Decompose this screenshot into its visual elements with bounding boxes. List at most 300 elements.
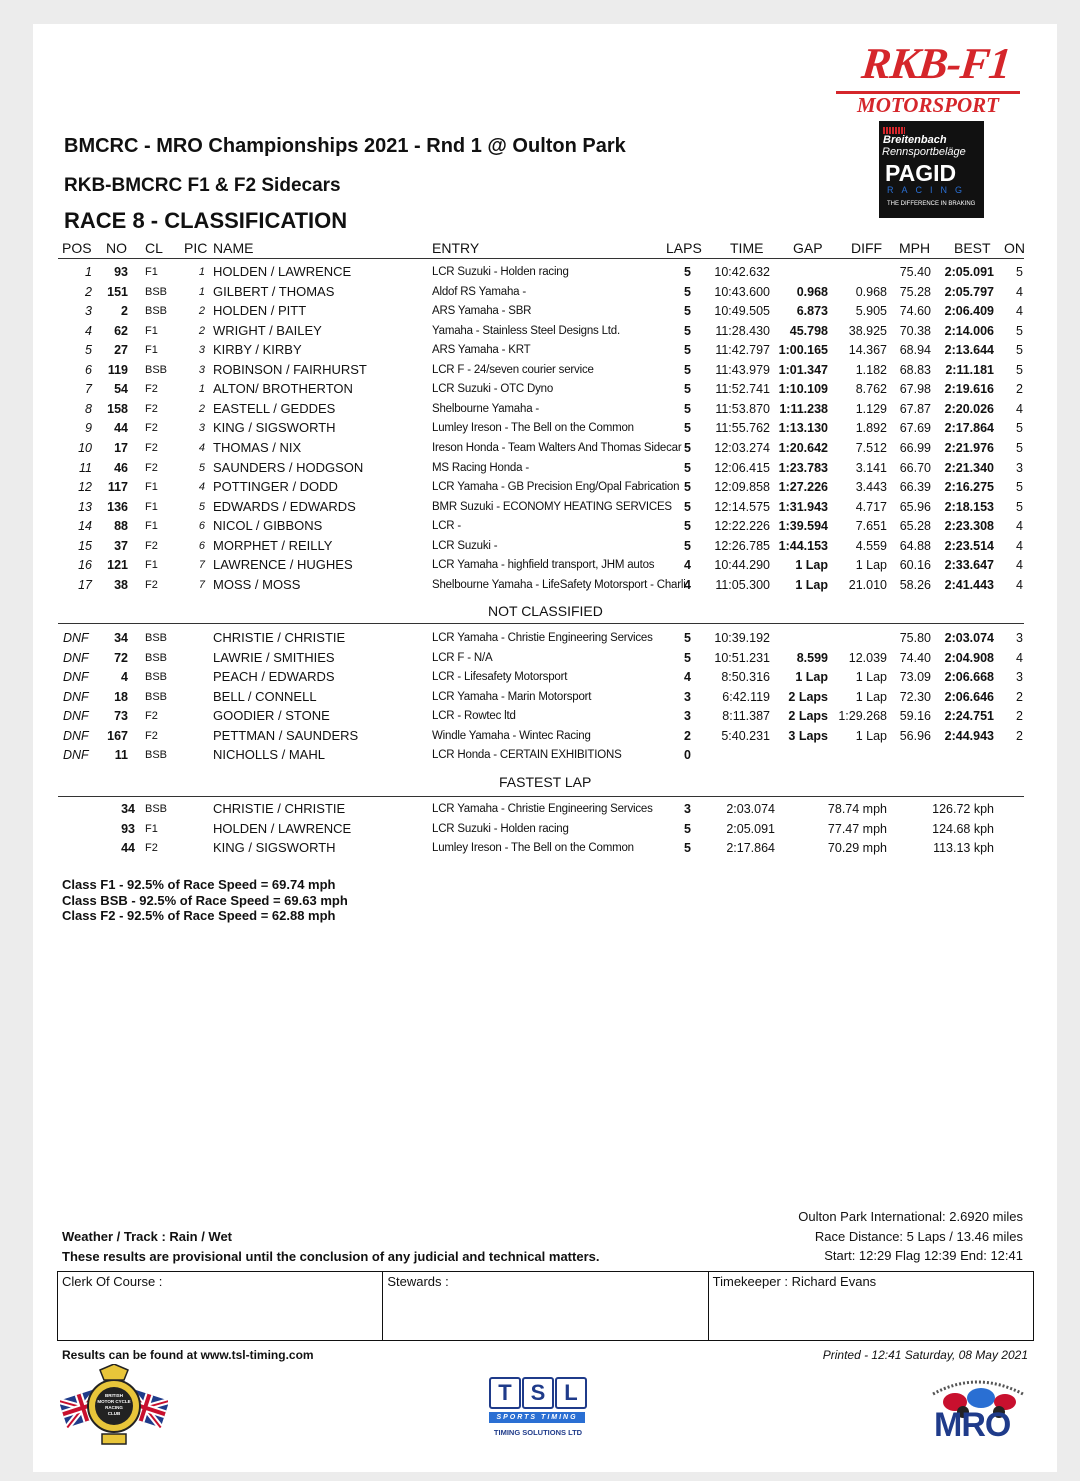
class-cell: F2 [145,578,158,591]
entry-cell: Aldof RS Yamaha - [432,285,526,298]
pos-cell: 13 [78,499,92,514]
pos-cell: 7 [85,382,92,397]
mph-cell: 67.69 [899,421,931,436]
pic-cell: 2 [198,305,205,318]
name-cell: CHRISTIE / CHRISTIE [213,801,346,816]
gap-cell: 1:00.165 [778,343,828,358]
best-on-cell: 5 [1016,265,1023,279]
class-cell: BSB [145,305,168,318]
best-on-cell: 4 [1016,577,1023,592]
timekeeper-box: Timekeeper : Richard Evans [712,1274,877,1289]
stripes-icon [883,127,905,134]
gap-cell: 8.599 [796,650,828,665]
class-cell: F2 [145,842,158,854]
time-cell: 11:28.430 [715,323,770,338]
diff-cell: 4.559 [855,538,887,553]
gap-cell: 0.968 [796,284,828,299]
best-on-cell: 5 [1016,421,1023,436]
class-cell: F2 [145,729,158,742]
header-entry: ENTRY [432,240,480,256]
name-cell: PEACH / EDWARDS [213,669,335,684]
diff-cell: 3.443 [855,480,887,495]
class-cell: F1 [145,520,158,533]
gap-cell: 1 Lap [795,670,828,684]
gap-cell: 1:23.783 [778,460,828,475]
gap-cell: 1:13.130 [778,421,828,436]
best-on-cell: 2 [1016,709,1023,723]
pos-cell: DNF [63,650,89,665]
pic-cell: 2 [198,324,205,337]
name-cell: GILBERT / THOMAS [213,283,335,299]
time-cell: 8:11.387 [722,709,770,723]
time-cell: 12:14.575 [714,499,770,514]
diff-cell: 1 Lap [855,558,887,573]
best-lap-cell: 2:21.340 [944,460,994,475]
mph-cell: 68.83 [899,362,931,377]
laps-cell: 5 [684,362,691,377]
entry-cell: LCR Yamaha - Christie Engineering Services [432,632,653,644]
gap-cell: 2 Laps [788,689,828,704]
header-gap: GAP [793,240,823,256]
header-mph: MPH [899,240,931,256]
entry-cell: LCR Yamaha - highfield transport, JHM autos [432,559,655,572]
pic-cell: 2 [198,402,205,415]
pos-cell: 16 [78,558,92,573]
best-on-cell: 5 [1016,440,1023,455]
diff-cell: 1 Lap [855,728,887,743]
mph-cell: 75.28 [899,284,931,299]
pos-cell: 9 [85,421,92,436]
lap-cell: 5 [684,821,691,836]
best-lap-cell: 2:23.308 [944,519,994,534]
pic-cell: 6 [198,520,205,533]
time-cell: 11:42.797 [715,343,770,358]
mph-cell: 72.30 [899,689,931,704]
laps-cell: 5 [684,650,691,665]
best-on-cell: 5 [1016,499,1023,514]
class-cell: BSB [145,803,168,815]
best-lap-cell: 2:05.091 [944,265,994,279]
race-distance: Race Distance: 5 Laps / 13.46 miles [814,1229,1023,1244]
number-cell: 34 [114,631,128,645]
pos-cell: 17 [78,577,92,592]
class-cell: F1 [145,344,158,357]
name-cell: MORPHET / REILLY [213,537,333,553]
mph-cell: 74.40 [899,650,931,665]
name-cell: KIRBY / KIRBY [213,342,302,358]
tsl-logo [489,1377,587,1441]
name-cell: GOODIER / STONE [213,708,330,723]
time-cell: 10:44.290 [714,558,770,573]
motorsport-logo-text: MOTORSPORT [836,91,1020,116]
diff-cell: 1 Lap [855,670,887,684]
diff-cell: 1.129 [855,401,887,416]
time-cell: 11:52.741 [715,382,770,397]
header-rule [58,258,1024,259]
entry-cell: LCR - Lifesafety Motorsport [432,671,568,683]
mph-cell: 75.40 [899,265,931,279]
class-cell: F1 [145,481,158,494]
entry-cell: Lumley Ireson - The Bell on the Common [432,422,634,435]
header-name: NAME [213,240,254,256]
class-speed-f2: Class F2 - 92.5% of Race Speed = 62.88 mph [62,908,336,923]
best-lap-cell: 2:03.074 [944,631,994,645]
name-cell: HOLDEN / PITT [213,303,307,319]
results-url: Results can be found at www.tsl-timing.com [62,1348,314,1362]
laps-cell: 5 [684,304,691,319]
header-no: NO [106,240,127,256]
pic-cell: 1 [198,285,205,298]
name-cell: HOLDEN / LAWRENCE [213,820,352,836]
laps-cell: 5 [684,284,691,299]
entry-cell: LCR Yamaha - GB Precision Eng/Opal Fabrication [432,481,680,494]
best-on-cell: 4 [1016,650,1023,665]
lap-cell: 3 [684,802,691,816]
sponsor-line-1: Breitenbach [883,134,947,146]
number-cell: 2 [121,304,128,319]
name-cell: THOMAS / NIX [213,439,302,455]
diff-cell: 8.762 [855,382,887,397]
class-cell: F1 [145,559,158,572]
name-cell: BELL / CONNELL [213,688,317,704]
entry-cell: Yamaha - Stainless Steel Designs Ltd. [432,324,620,337]
laps-cell: 5 [684,421,691,436]
laps-cell: 5 [684,480,691,495]
number-cell: 34 [121,802,135,816]
mro-text: MRO [934,1406,1011,1444]
best-on-cell: 3 [1016,670,1023,684]
mph-cell: 74.60 [899,304,931,319]
number-cell: 93 [114,265,128,279]
header-cl: CL [145,240,163,256]
laps-cell: 2 [684,728,691,743]
time-cell: 10:51.231 [714,650,770,665]
time-cell: 10:42.632 [714,265,770,279]
best-lap-cell: 2:16.275 [944,480,994,495]
mph-cell: 77.47 mph [827,821,887,836]
number-cell: 167 [107,728,128,743]
time-cell: 11:43.979 [715,362,770,377]
time-cell: 11:55.762 [715,421,770,436]
name-cell: MOSS / MOSS [213,576,301,592]
class-cell: F2 [145,461,158,474]
class-cell: F2 [145,539,158,552]
pic-cell: 6 [198,539,205,552]
best-lap-cell: 2:18.153 [944,499,994,514]
sponsor-line-3: PAGID [885,160,957,186]
pos-cell: 15 [78,538,92,553]
pos-cell: 3 [85,304,92,319]
laps-cell: 5 [684,265,691,279]
best-lap-cell: 2:21.976 [944,440,994,455]
laps-cell: 5 [684,460,691,475]
mph-cell: 59.16 [899,709,931,723]
best-on-cell: 5 [1016,343,1023,358]
class-cell: F2 [145,383,158,396]
diff-cell: 12.039 [848,650,887,665]
laps-cell: 4 [684,558,691,573]
best-on-cell: 3 [1016,460,1023,475]
race-times: Start: 12:29 Flag 12:39 End: 12:41 [824,1248,1023,1263]
diff-cell: 7.651 [855,519,887,534]
class-cell: F2 [145,710,158,722]
bmcrc-text-1: BRITISH [105,1393,123,1398]
number-cell: 27 [114,343,128,358]
sponsor-line-4: RACING [887,185,971,195]
provisional-note: These results are provisional until the conclusion of any judicial and technical matters. [62,1249,600,1264]
officials-box [57,1271,1034,1341]
number-cell: 119 [107,362,128,377]
series-title: RKB-BMCRC F1 & F2 Sidecars [64,175,341,196]
header-time: TIME [730,240,764,256]
best-lap-cell: 2:17.864 [944,421,994,436]
laps-cell: 5 [684,382,691,397]
pic-cell: 4 [198,481,205,494]
header-best: BEST [954,240,991,256]
pic-cell: 4 [198,441,205,454]
number-cell: 18 [114,689,128,704]
entry-cell: LCR F - 24/seven courier service [432,363,594,376]
entry-cell: ARS Yamaha - SBR [432,305,532,318]
entry-cell: LCR Suzuki - OTC Dyno [432,383,554,396]
laps-cell: 5 [684,631,691,645]
pos-cell: 6 [85,362,92,377]
header-laps: LAPS [666,240,702,256]
class-cell: F1 [145,324,158,337]
laps-cell: 5 [684,499,691,514]
tsl-letter-s: S [522,1377,554,1409]
laps-cell: 5 [684,538,691,553]
name-cell: KING / SIGSWORTH [213,420,336,436]
not-classified-rule [58,623,1024,624]
pos-cell: DNF [63,709,89,723]
number-cell: 37 [114,538,128,553]
mph-cell: 65.96 [899,499,931,514]
mph-cell: 66.99 [899,440,931,455]
best-lap-cell: 2:06.409 [944,304,994,319]
time-cell: 12:03.274 [714,440,770,455]
mph-cell: 68.94 [899,343,931,358]
time-cell: 12:26.785 [714,538,770,553]
clerk-of-course-box: Clerk Of Course : [58,1272,383,1340]
best-on-cell: 4 [1016,284,1023,299]
number-cell: 62 [114,323,128,338]
mph-cell: 66.39 [899,480,931,495]
rkb-logo-text: RKB-F1 [859,39,1013,88]
number-cell: 11 [114,748,128,762]
laps-cell: 4 [684,577,691,592]
best-on-cell: 4 [1016,558,1023,573]
pic-cell: 3 [198,363,205,376]
pos-cell: 12 [78,480,92,495]
time-cell: 2:05.091 [726,821,775,836]
number-cell: 17 [114,440,128,455]
laps-cell: 0 [684,748,691,762]
pos-cell: 4 [85,323,92,338]
best-on-cell: 3 [1016,631,1023,645]
sponsor-line-5: THE DIFFERENCE IN BRAKING [887,201,976,207]
diff-cell: 1.182 [855,362,887,377]
time-cell: 10:39.192 [714,631,770,645]
number-cell: 136 [107,499,128,514]
best-on-cell: 5 [1016,480,1023,495]
name-cell: POTTINGER / DODD [213,479,338,495]
name-cell: EASTELL / GEDDES [213,400,336,416]
gap-cell: 1:44.153 [778,538,828,553]
laps-cell: 5 [684,401,691,416]
gap-cell: 3 Laps [788,728,828,743]
class-cell: BSB [145,671,168,683]
time-cell: 12:06.415 [714,460,770,475]
diff-cell: 3.141 [855,460,887,475]
fastest-lap-rule [58,796,1024,797]
tsl-sports-timing: SPORTS TIMING [489,1412,585,1423]
mro-logo [925,1372,1029,1444]
diff-cell: 38.925 [848,323,887,338]
laps-cell: 5 [684,519,691,534]
stewards-box: Stewards : [383,1272,708,1340]
entry-cell: LCR - [432,520,462,533]
number-cell: 46 [114,460,128,475]
laps-cell: 5 [684,343,691,358]
entry-cell: LCR Suzuki - Holden racing [432,266,569,278]
header-pic: PIC [184,240,208,256]
pos-cell: 8 [85,401,92,416]
laps-cell: 5 [684,440,691,455]
best-lap-cell: 2:23.514 [944,538,994,553]
mph-cell: 67.87 [899,401,931,416]
entry-cell: ARS Yamaha - KRT [432,344,531,357]
pic-cell: 1 [198,383,205,396]
laps-cell: 3 [684,709,691,723]
pos-cell: DNF [63,728,89,743]
diff-cell: 4.717 [855,499,887,514]
pic-cell: 3 [198,422,205,435]
entry-cell: Shelbourne Yamaha - LifeSafety Motorsport - Charli [432,578,686,591]
class-cell: F1 [145,500,158,513]
number-cell: 93 [121,821,135,836]
class-cell: BSB [145,285,168,298]
mph-cell: 70.29 mph [827,841,887,855]
pos-cell: DNF [63,631,89,645]
entry-cell: Windle Yamaha - Wintec Racing [432,729,591,742]
header-on: ON [1004,240,1025,256]
weather-track: Weather / Track : Rain / Wet [62,1229,233,1244]
kph-cell: 126.72 kph [932,802,994,816]
number-cell: 54 [114,382,128,397]
class-cell: BSB [145,363,168,376]
best-lap-cell: 2:13.644 [944,343,994,358]
class-cell: BSB [145,749,168,761]
pos-cell: 1 [85,265,92,279]
bmcrc-logo [60,1364,168,1448]
time-cell: 10:49.505 [714,304,770,319]
name-cell: ROBINSON / FAIRHURST [213,361,367,377]
time-cell: 5:40.231 [721,728,770,743]
entry-cell: Ireson Honda - Team Walters And Thomas Sidecar [432,441,682,454]
name-cell: EDWARDS / EDWARDS [213,498,356,514]
best-lap-cell: 2:14.006 [944,323,994,338]
mph-cell: 75.80 [899,631,931,645]
name-cell: PETTMAN / SAUNDERS [213,727,359,743]
best-lap-cell: 2:44.943 [944,728,994,743]
kph-cell: 113.13 kph [933,841,994,855]
mph-cell: 67.98 [899,382,931,397]
entry-cell: LCR Honda - CERTAIN EXHIBITIONS [432,749,622,761]
name-cell: SAUNDERS / HODGSON [213,459,364,475]
best-lap-cell: 2:11.181 [945,362,994,377]
name-cell: LAWRENCE / HUGHES [213,557,353,573]
pos-cell: 2 [85,284,92,299]
gap-cell: 1:20.642 [778,440,828,455]
number-cell: 4 [121,670,128,684]
gap-cell: 1 Lap [795,577,828,592]
class-speed-f1: Class F1 - 92.5% of Race Speed = 69.74 mph [62,877,336,892]
bmcrc-text-3: RACING [105,1405,123,1410]
name-cell: LAWRIE / SMITHIES [213,649,335,665]
best-on-cell: 4 [1016,538,1023,553]
diff-cell: 7.512 [855,440,887,455]
class-cell: F2 [145,441,158,454]
number-cell: 44 [121,841,135,855]
mph-cell: 70.38 [899,323,931,338]
best-on-cell: 4 [1016,401,1023,416]
diff-cell: 5.905 [855,304,887,319]
name-cell: WRIGHT / BAILEY [213,322,322,338]
time-cell: 10:43.600 [714,284,770,299]
time-cell: 6:42.119 [722,689,770,704]
best-lap-cell: 2:06.668 [944,670,994,684]
mph-cell: 66.70 [899,460,931,475]
entry-cell: LCR Yamaha - Christie Engineering Services [432,803,653,815]
gap-cell: 1:31.943 [778,499,828,514]
best-on-cell: 4 [1016,304,1023,319]
gap-cell: 6.873 [796,304,828,319]
number-cell: 158 [107,401,128,416]
name-cell: NICOL / GIBBONS [213,518,323,534]
not-classified-heading: NOT CLASSIFIED [488,603,603,619]
class-cell: F1 [145,822,158,835]
gap-cell: 1:27.226 [778,480,828,495]
tsl-timing-solutions: TIMING SOLUTIONS LTD [493,1428,583,1437]
entry-cell: LCR Suzuki - Holden racing [432,822,569,835]
tsl-letter-t: T [489,1377,521,1409]
number-cell: 72 [114,650,128,665]
gap-cell: 1:10.109 [778,382,828,397]
header-pos: POS [62,240,92,256]
number-cell: 73 [114,709,128,723]
time-cell: 2:17.864 [726,841,775,855]
pic-cell: 5 [198,500,205,513]
diff-cell: 1.892 [855,421,887,436]
pos-cell: 10 [78,440,92,455]
class-cell: BSB [145,632,168,644]
number-cell: 117 [107,480,128,495]
pic-cell: 7 [198,559,205,572]
class-cell: BSB [145,690,168,703]
race-title: RACE 8 - CLASSIFICATION [64,208,348,233]
printed-timestamp: Printed - 12:41 Saturday, 08 May 2021 [822,1348,1028,1362]
pos-cell: 5 [85,343,92,358]
class-speed-bsb: Class BSB - 92.5% of Race Speed = 69.63 mph [62,893,348,908]
best-on-cell: 2 [1016,728,1023,743]
best-lap-cell: 2:19.616 [944,382,994,397]
lap-cell: 5 [684,841,691,855]
mph-cell: 60.16 [899,558,931,573]
sponsor-line-2: Rennsportbeläge [882,146,966,158]
tsl-letter-l: L [555,1377,587,1409]
number-cell: 121 [107,558,128,573]
